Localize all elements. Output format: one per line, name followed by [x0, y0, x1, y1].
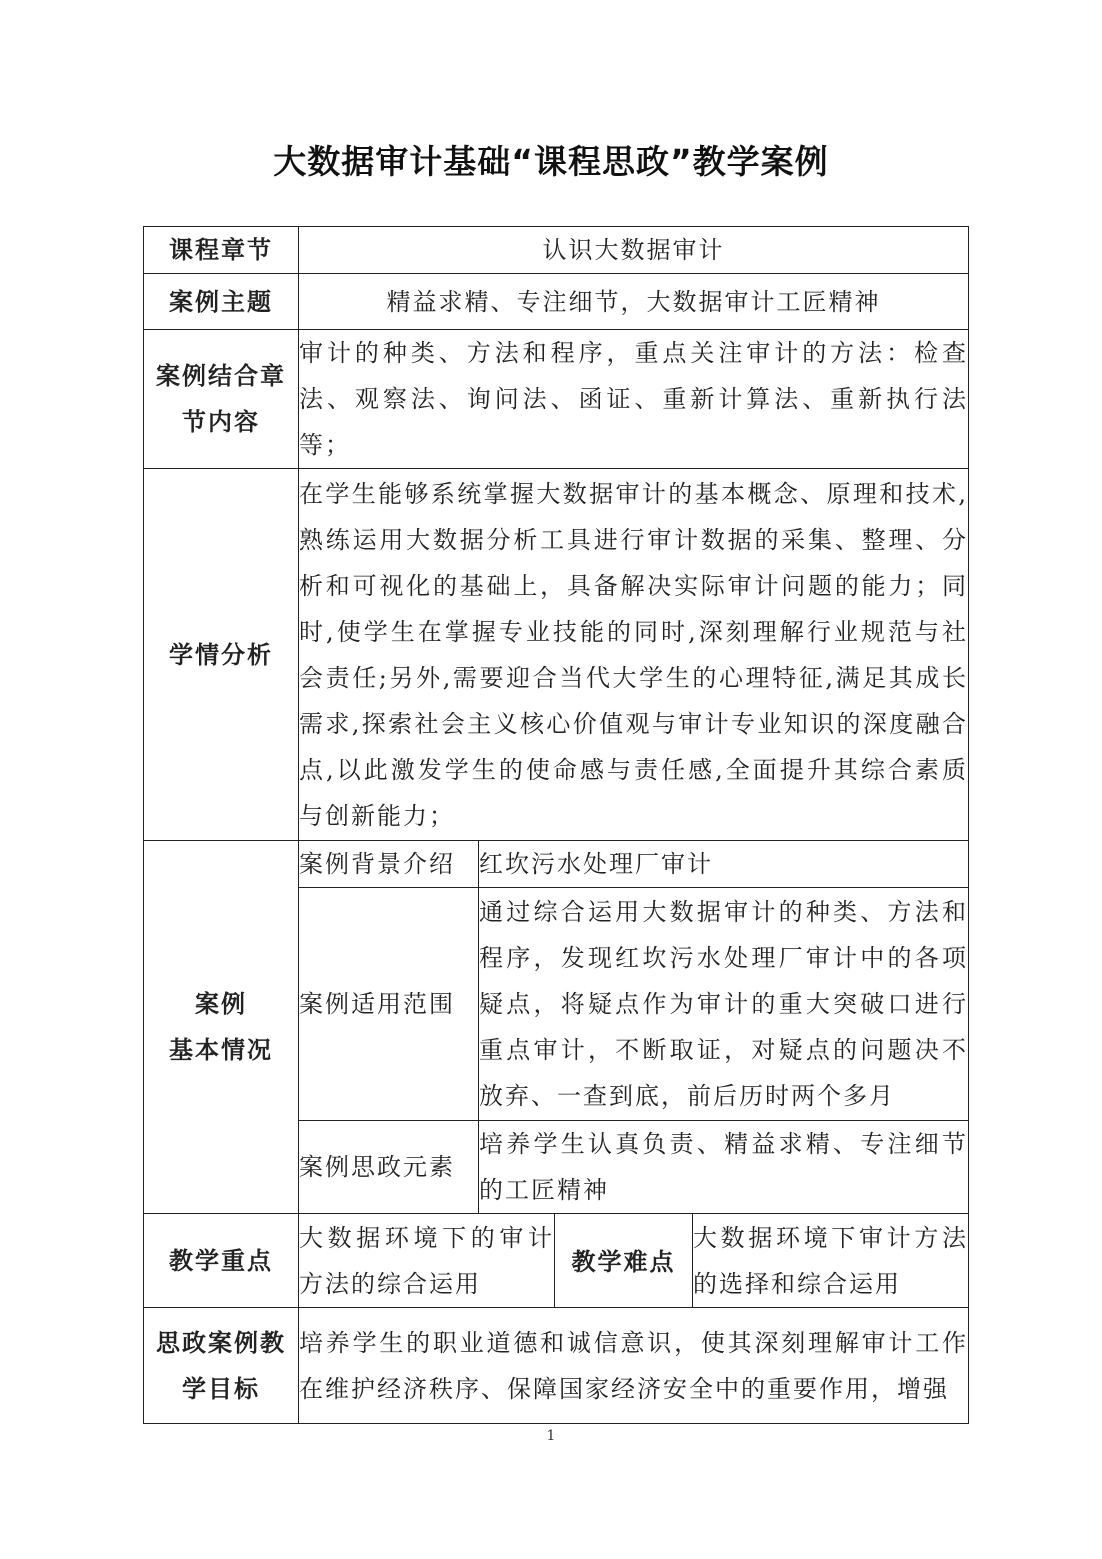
- goal-label: [144, 1308, 299, 1424]
- theme-value: 精益求精、专注细节，大数据审计工匠精神: [299, 274, 969, 330]
- theme-label: 案例主题: [144, 274, 299, 330]
- row-focus: [144, 1214, 969, 1308]
- page-number: 1: [546, 1428, 556, 1444]
- scope-label: 案例适用范围: [299, 888, 479, 1121]
- chapter-label: 课程章节: [144, 227, 299, 274]
- ideology-label: 案例思政元素: [299, 1121, 479, 1214]
- row-theme: [144, 274, 969, 330]
- analysis-label: 学情分析: [144, 469, 299, 841]
- goal-label-line1: 思政案例教: [156, 1327, 286, 1357]
- content-label-line1: 案例结合章: [156, 361, 286, 390]
- difficulty-value: 大数据环境下审计方法的选择和综合运用: [693, 1214, 969, 1308]
- content-label: [144, 330, 299, 469]
- page-title: 大数据审计基础“课程思政”教学案例: [273, 142, 829, 181]
- difficulty-label-text: 教学难点: [571, 1246, 676, 1276]
- basic-label: [144, 841, 299, 1214]
- difficulty-label: [555, 1214, 693, 1308]
- focus-value: 大数据环境下的审计方法的综合运用: [299, 1214, 555, 1308]
- content-value: 审计的种类、方法和程序，重点关注审计的方法：检查法、观察法、询问法、函证、重新计算法、重新执行法等；: [299, 330, 969, 469]
- goal-value: 培养学生的职业道德和诚信意识，使其深刻理解审计工作在维护经济秩序、保障国家经济安全中的重要作用，增强: [299, 1308, 969, 1424]
- scope-value: 通过综合运用大数据审计的种类、方法和程序，发现红坎污水处理厂审计中的各项疑点，将疑点作为审计的重大突破口进行重点审计，不断取证，对疑点的问题决不放弃、一查到底，前后历时两个多月: [479, 888, 969, 1121]
- row-chapter: [144, 227, 969, 274]
- ideology-value: 培养学生认真负责、精益求精、专注细节的工匠精神: [479, 1121, 969, 1214]
- row-background: [144, 841, 969, 888]
- basic-label-line1: 案例: [195, 989, 247, 1018]
- background-value: 红坎污水处理厂审计: [479, 841, 969, 888]
- chapter-value: 认识大数据审计: [299, 227, 969, 274]
- case-table: [143, 226, 969, 1424]
- analysis-value: 在学生能够系统掌握大数据审计的基本概念、原理和技术,熟练运用大数据分析工具进行审计数据的采集、整理、分析和可视化的基础上，具备解决实际审计问题的能力；同时,使学生在掌握专业技能的同时,深刻理解行业规范与社会责任;另外,需要迎合当代大学生的心理特征,满足其成长需求,探索社会主义核心价值观与审计专业知识的深度融合点,以此激发学生的使命感与责任感,全面提升其综合素质与创新能力；: [299, 469, 969, 841]
- basic-label-line2: 基本情况: [169, 1035, 273, 1064]
- row-analysis: [144, 469, 969, 841]
- row-content: [144, 330, 969, 469]
- row-goal: [144, 1308, 969, 1424]
- goal-label-line2: 学目标: [182, 1373, 260, 1403]
- background-label: 案例背景介绍: [299, 841, 479, 888]
- content-label-line2: 节内容: [182, 407, 260, 436]
- focus-label: 教学重点: [144, 1214, 299, 1308]
